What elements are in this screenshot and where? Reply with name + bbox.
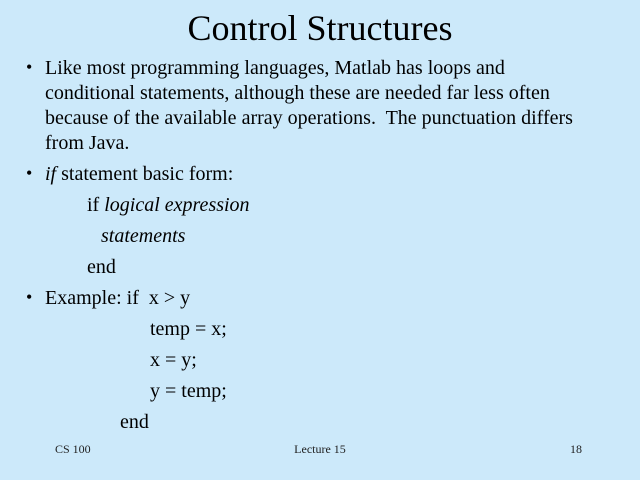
code-line — [0, 410, 640, 435]
text-line: conditional statements, although these are needed far less often — [45, 82, 550, 104]
bullet-icon: • — [26, 163, 33, 183]
bullet-icon: • — [26, 57, 33, 77]
code-line — [0, 255, 640, 280]
text-line: Example: if x > y — [45, 287, 191, 309]
text-line: x = y; — [150, 349, 197, 371]
page-title: Control Structures — [187, 8, 453, 48]
footer-lecture-label: Lecture 15 — [294, 442, 346, 456]
code-line — [0, 317, 640, 342]
bullet-icon: • — [26, 287, 33, 307]
slide-body — [0, 50, 640, 435]
code-line — [0, 348, 640, 373]
text-line: from Java. — [45, 132, 130, 154]
footer-course-label: CS 100 — [55, 442, 91, 456]
text-line: if logical expression — [87, 194, 250, 216]
text-line: Like most programming languages, Matlab has loops and — [45, 57, 505, 79]
code-line — [0, 193, 640, 218]
bullet-item — [0, 286, 640, 311]
text-line: end — [120, 411, 149, 433]
slide-footer — [0, 442, 640, 458]
text-line: temp = x; — [150, 318, 227, 340]
bullet-item — [0, 56, 640, 156]
text-line: end — [87, 256, 116, 278]
text-line: if statement basic form: — [45, 163, 234, 185]
text-line: because of the available array operations. The punctuation differs — [45, 107, 573, 129]
text-line: statements — [101, 225, 186, 247]
code-line — [0, 224, 640, 249]
bullet-item — [0, 162, 640, 187]
code-line — [0, 379, 640, 404]
footer-page-number: 18 — [570, 442, 582, 456]
text-line: y = temp; — [150, 380, 227, 402]
